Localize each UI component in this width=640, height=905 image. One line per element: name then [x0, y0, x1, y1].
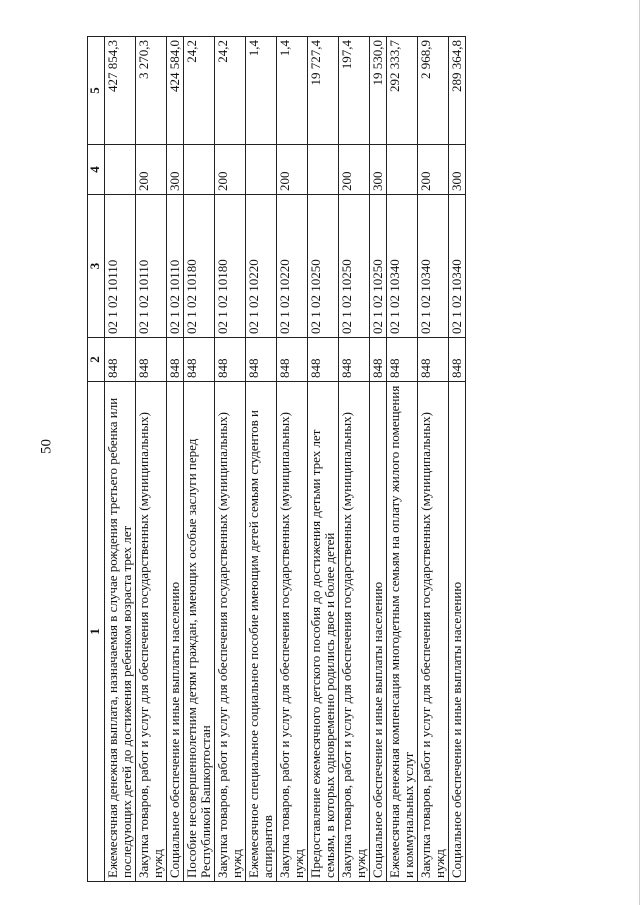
- cell-code: 848: [308, 338, 339, 382]
- cell-code: 848: [387, 338, 418, 382]
- cell-vr: 200: [339, 145, 370, 195]
- cell-code: 848: [184, 338, 215, 382]
- cell-csr: 02 1 02 10250: [339, 195, 370, 338]
- cell-vr: [387, 145, 418, 195]
- cell-code: 848: [339, 338, 370, 382]
- cell-code: 848: [449, 338, 466, 382]
- table-row: [167, 37, 184, 882]
- cell-vr: [308, 145, 339, 195]
- cell-vr: 300: [449, 145, 466, 195]
- cell-vr: 200: [215, 145, 246, 195]
- table-row: [215, 37, 246, 882]
- cell-code: 848: [136, 338, 167, 382]
- cell-name: Закупка товаров, работ и услуг для обеспечения государственных (муниципальных) нужд: [136, 382, 167, 882]
- cell-name: Закупка товаров, работ и услуг для обеспечения государственных (муниципальных) нужд: [277, 382, 308, 882]
- cell-csr: 02 1 02 10340: [418, 195, 449, 338]
- header-col-3: 3: [88, 195, 105, 338]
- cell-name: Ежемесячная денежная компенсация многодетным семьям на оплату жилого помещения и коммунальных услуг: [387, 382, 418, 882]
- cell-csr: 02 1 02 10250: [370, 195, 387, 338]
- cell-amount: 24,2: [184, 37, 215, 145]
- table-row: [387, 37, 418, 882]
- cell-vr: [105, 145, 136, 195]
- table-row: [184, 37, 215, 882]
- cell-amount: 1,4: [246, 37, 277, 145]
- cell-code: 848: [167, 338, 184, 382]
- header-col-2: 2: [88, 338, 105, 382]
- table-body: [105, 37, 466, 882]
- cell-amount: 1,4: [277, 37, 308, 145]
- cell-vr: 200: [136, 145, 167, 195]
- cell-name: Закупка товаров, работ и услуг для обеспечения государственных (муниципальных) нужд: [418, 382, 449, 882]
- cell-csr: 02 1 02 10180: [215, 195, 246, 338]
- cell-amount: 292 333,7: [387, 37, 418, 145]
- cell-csr: 02 1 02 10110: [136, 195, 167, 338]
- cell-name: Пособие несовершеннолетним детям граждан, имеющих особые заслуги перед Республикой Башкортостан: [184, 382, 215, 882]
- cell-amount: 2 968,9: [418, 37, 449, 145]
- header-col-1: 1: [88, 382, 105, 882]
- table-row: [370, 37, 387, 882]
- cell-vr: [184, 145, 215, 195]
- cell-amount: 427 854,3: [105, 37, 136, 145]
- cell-name: Закупка товаров, работ и услуг для обеспечения государственных (муниципальных) нужд: [339, 382, 370, 882]
- cell-name: Ежемесячная денежная выплата, назначаемая в случае рождения третьего ребенка или последующих детей до достижения ребенком возраста трех лет: [105, 382, 136, 882]
- table-row: [449, 37, 466, 882]
- budget-table: [87, 36, 466, 882]
- cell-code: 848: [370, 338, 387, 382]
- cell-code: 848: [105, 338, 136, 382]
- cell-code: 848: [246, 338, 277, 382]
- cell-vr: [246, 145, 277, 195]
- cell-csr: 02 1 02 10220: [277, 195, 308, 338]
- cell-code: 848: [277, 338, 308, 382]
- table-row: [308, 37, 339, 882]
- cell-amount: 289 364,8: [449, 37, 466, 145]
- header-col-5: 5: [88, 37, 105, 145]
- cell-csr: 02 1 02 10250: [308, 195, 339, 338]
- cell-csr: 02 1 02 10340: [387, 195, 418, 338]
- cell-amount: 24,2: [215, 37, 246, 145]
- table-row: [418, 37, 449, 882]
- page-number: 50: [38, 439, 55, 454]
- table-row: [277, 37, 308, 882]
- cell-code: 848: [215, 338, 246, 382]
- cell-name: Социальное обеспечение и иные выплаты населению: [167, 382, 184, 882]
- table-row: [105, 37, 136, 882]
- cell-name: Закупка товаров, работ и услуг для обеспечения государственных (муниципальных) нужд: [215, 382, 246, 882]
- cell-amount: 424 584,0: [167, 37, 184, 145]
- cell-code: 848: [418, 338, 449, 382]
- table-header-row: [88, 37, 105, 882]
- table-row: [246, 37, 277, 882]
- cell-amount: 197,4: [339, 37, 370, 145]
- cell-vr: 200: [418, 145, 449, 195]
- rotated-table-wrapper: [87, 37, 557, 882]
- cell-vr: 200: [277, 145, 308, 195]
- cell-csr: 02 1 02 10110: [167, 195, 184, 338]
- table-row: [339, 37, 370, 882]
- cell-vr: 300: [167, 145, 184, 195]
- cell-amount: 19 530,0: [370, 37, 387, 145]
- cell-csr: 02 1 02 10180: [184, 195, 215, 338]
- cell-name: Социальное обеспечение и иные выплаты населению: [370, 382, 387, 882]
- cell-name: Ежемесячное специальное социальное пособие имеющим детей семьям студентов и аспирантов: [246, 382, 277, 882]
- cell-csr: 02 1 02 10110: [105, 195, 136, 338]
- cell-vr: 300: [370, 145, 387, 195]
- cell-name: Социальное обеспечение и иные выплаты населению: [449, 382, 466, 882]
- cell-csr: 02 1 02 10340: [449, 195, 466, 338]
- cell-amount: 3 270,3: [136, 37, 167, 145]
- cell-name: Предоставление ежемесячного детского пособия до достижения детьми трех лет семьям, в которых одновременно родились двое и более детей: [308, 382, 339, 882]
- header-col-4: 4: [88, 145, 105, 195]
- cell-amount: 19 727,4: [308, 37, 339, 145]
- table-row: [136, 37, 167, 882]
- cell-csr: 02 1 02 10220: [246, 195, 277, 338]
